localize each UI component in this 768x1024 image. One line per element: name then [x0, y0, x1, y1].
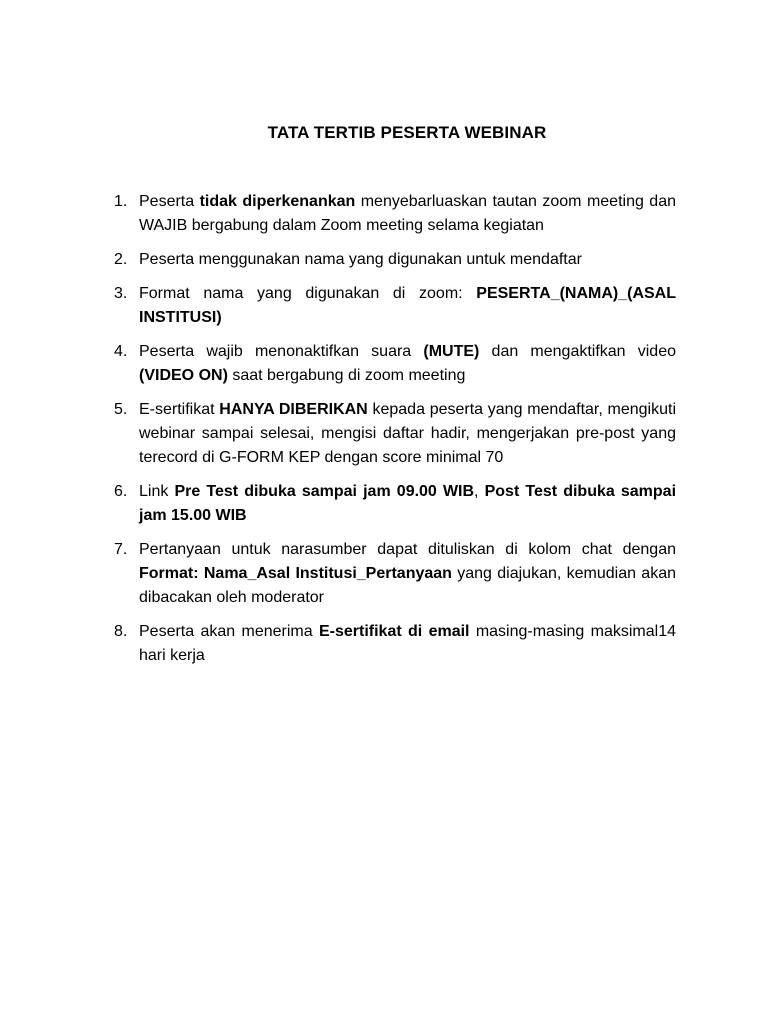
rule-number: 5. — [114, 401, 128, 418]
rule-text — [139, 343, 676, 384]
rules-list — [114, 190, 676, 678]
rule-text — [139, 541, 676, 606]
rule-text-bold: (MUTE) — [423, 343, 480, 360]
rule-text-segment: dan mengaktifkan video — [479, 343, 677, 360]
rule-text-segment: Peserta menggunakan nama yang digunakan untuk mendaftar — [139, 251, 582, 268]
rule-text-segment: menyebarluaskan tautan zoom meeting dan WAJIB bergabung dalam Zoom meeting selama kegiatan — [139, 193, 677, 234]
rule-item — [114, 190, 676, 238]
rule-text-bold: (VIDEO ON) — [139, 367, 228, 384]
rule-number: 6. — [114, 483, 128, 500]
rule-text-segment: Peserta — [139, 193, 200, 210]
rule-text-segment: Pertanyaan untuk narasumber dapat dituliskan di kolom chat dengan — [139, 541, 676, 558]
rule-text — [139, 285, 676, 326]
rule-text-bold: PESERTA_(NAMA)_(ASAL INSTITUSI) — [139, 285, 676, 326]
rule-text-segment: Link — [139, 483, 175, 500]
rule-text-segment: kepada peserta yang mendaftar, mengikuti webinar sampai selesai, mengisi daftar hadir, mengerjakan pre-post yang terecord di G-FORM KEP dengan score minimal 70 — [139, 401, 677, 466]
rule-text-segment: E-sertifikat — [139, 401, 220, 418]
rule-text-bold: tidak diperkenankan — [199, 193, 356, 210]
rule-text — [139, 193, 676, 234]
rule-text — [139, 483, 676, 524]
rule-text-segment: Peserta wajib menonaktifkan suara — [139, 343, 424, 360]
rule-item — [114, 340, 676, 388]
rule-number: 3. — [114, 285, 128, 302]
rule-text-segment: , — [474, 483, 485, 500]
rule-text-bold: HANYA DIBERIKAN — [219, 401, 368, 418]
rule-item — [114, 620, 676, 668]
rule-text-segment: masing-masing maksimal14 hari kerja — [139, 623, 676, 664]
rule-number: 4. — [114, 343, 128, 360]
rule-item — [114, 282, 676, 330]
rule-text-segment: saat bergabung di zoom meeting — [227, 367, 466, 384]
rule-text — [139, 251, 582, 268]
rule-item — [114, 480, 676, 528]
rule-text-segment: Format nama yang digunakan di zoom: — [139, 285, 477, 302]
document-title: TATA TERTIB PESERTA WEBINAR — [267, 123, 547, 142]
rule-item — [114, 248, 676, 272]
rule-text — [139, 623, 676, 664]
rule-text-bold: E-sertifikat di email — [318, 623, 470, 640]
rule-text-bold: Post Test dibuka sampai jam 15.00 WIB — [139, 483, 677, 524]
rule-text-segment: yang diajukan, kemudian akan dibacakan oleh moderator — [139, 565, 677, 606]
rule-number: 8. — [114, 623, 128, 640]
rule-number: 2. — [114, 251, 128, 268]
rule-text — [139, 401, 676, 466]
rule-number: 7. — [114, 541, 128, 558]
rule-item — [114, 398, 676, 470]
rule-number: 1. — [114, 193, 128, 210]
rule-item — [114, 538, 676, 610]
rule-text-segment: Peserta akan menerima — [139, 623, 319, 640]
rule-text-bold: Format: Nama_Asal Institusi_Pertanyaan — [139, 565, 452, 582]
rule-text-bold: Pre Test dibuka sampai jam 09.00 WIB — [174, 483, 475, 500]
